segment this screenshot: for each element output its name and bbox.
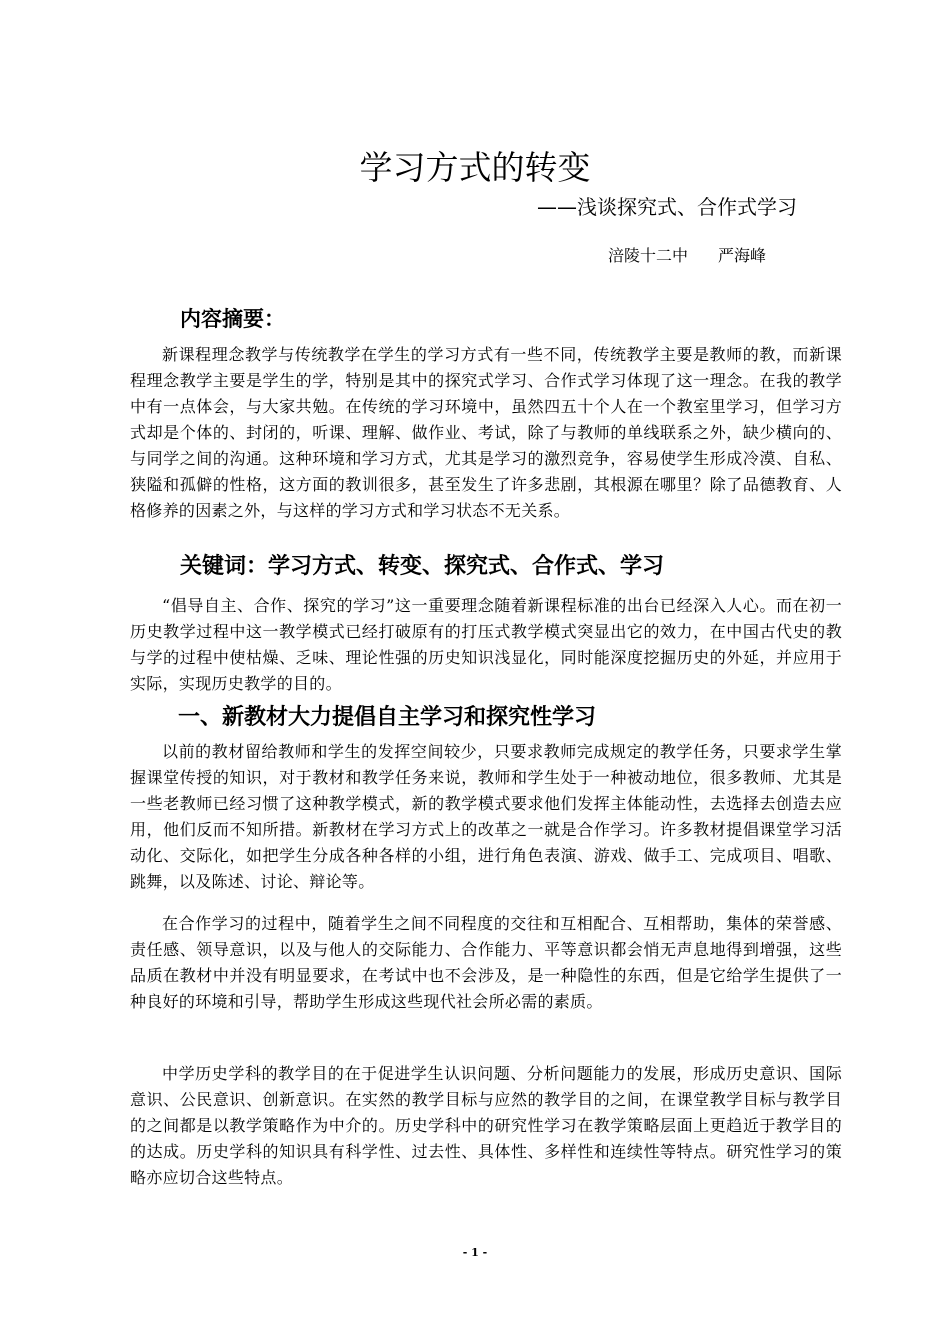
author-line <box>608 244 766 268</box>
abstract-heading: 内容摘要： <box>180 307 285 331</box>
page-number: - 1 - <box>462 1246 488 1259</box>
abstract-paragraph: 新课程理念教学与传统教学在学生的学习方式有一些不同，传统教学主要是教师的教，而新课程理念教学主要是学生的学，特别是其中的探究式学习、合作式学习体现了这一理念。在我的教学中有一点体会，与大家共勉。在传统的学习环境中，虽然四五十个人在一个教室里学习，但学习方式却是个体的、封闭的，听课、理解、做作业、考试，除了与教师的单线联系之外，缺少横向的、与同学之间的沟通。这种环境和学习方式，尤其是学习的激烈竞争，容易使学生形成冷漠、自私、狭隘和孤僻的性格，这方面的教训很多，甚至发生了许多悲剧，其根源在哪里？除了品德教育、人格修养的因素之外，与这样的学习方式和学习状态不无关系。 <box>130 345 842 520</box>
keywords-heading: 关键词：学习方式、转变、探究式、合作式、学习 <box>180 554 665 579</box>
author-name: 严海峰 <box>718 246 767 265</box>
section1-paragraph-2: 在合作学习的过程中，随着学生之间不同程度的交往和互相配合、互相帮助，集体的荣誉感、责任感、领导意识，以及与他人的交际能力、合作能力、平等意识都会悄无声息地得到增强，这些品质在教材中并没有明显要求，在考试中也不会涉及，是一种隐性的东西，但是它给学生提供了一种良好的环境和引导，帮助学生形成这些现代社会所必需的素质。 <box>130 914 842 1011</box>
section1-paragraph-3: 中学历史学科的教学目的在于促进学生认识问题、分析问题能力的发展，形成历史意识、国际意识、公民意识、创新意识。在实然的教学目标与应然的教学目的之间，在课堂教学目标与教学目的之间都是以教学策略作为中介的。历史学科中的研究性学习在教学策略层面上更趋近于教学目的的达成。历史学科的知识具有科学性、过去性、具体性、多样性和连续性等特点。研究性学习的策略亦应切合这些特点。 <box>130 1064 842 1187</box>
section1-paragraph-1: 以前的教材留给教师和学生的发挥空间较少，只要求教师完成规定的教学任务，只要求学生掌握课堂传授的知识，对于教材和教学任务来说，教师和学生处于一种被动地位，很多教师、尤其是一些老教师已经习惯了这种教学模式，新的教学模式要求他们发挥主体能动性，去选择去创造去应用，他们反而不知所措。新教材在学习方式上的改革之一就是合作学习。许多教材提倡课堂学习活动化、交际化，如把学生分成各种各样的小组，进行角色表演、游戏、做手工、完成项目、唱歌、跳舞，以及陈述、讨论、辩论等。 <box>130 742 842 891</box>
document-subtitle: ——浅谈探究式、合作式学习 <box>537 195 797 219</box>
section-heading-1: 一、新教材大力提倡自主学习和探究性学习 <box>178 705 597 730</box>
intro-paragraph: “倡导自主、合作、探究的学习”这一重要理念随着新课程标准的出台已经深入人心。而在初一历史教学过程中这一教学模式已经打破原有的打压式教学模式突显出它的效力，在中国古代史的教与学的过程中使枯燥、乏味、理论性强的历史知识浅显化，同时能深度挖掘历史的外延，并应用于实际，实现历史教学的目的。 <box>130 596 842 693</box>
document-title: 学习方式的转变 <box>359 148 591 187</box>
author-school: 涪陵十二中 <box>608 246 689 265</box>
